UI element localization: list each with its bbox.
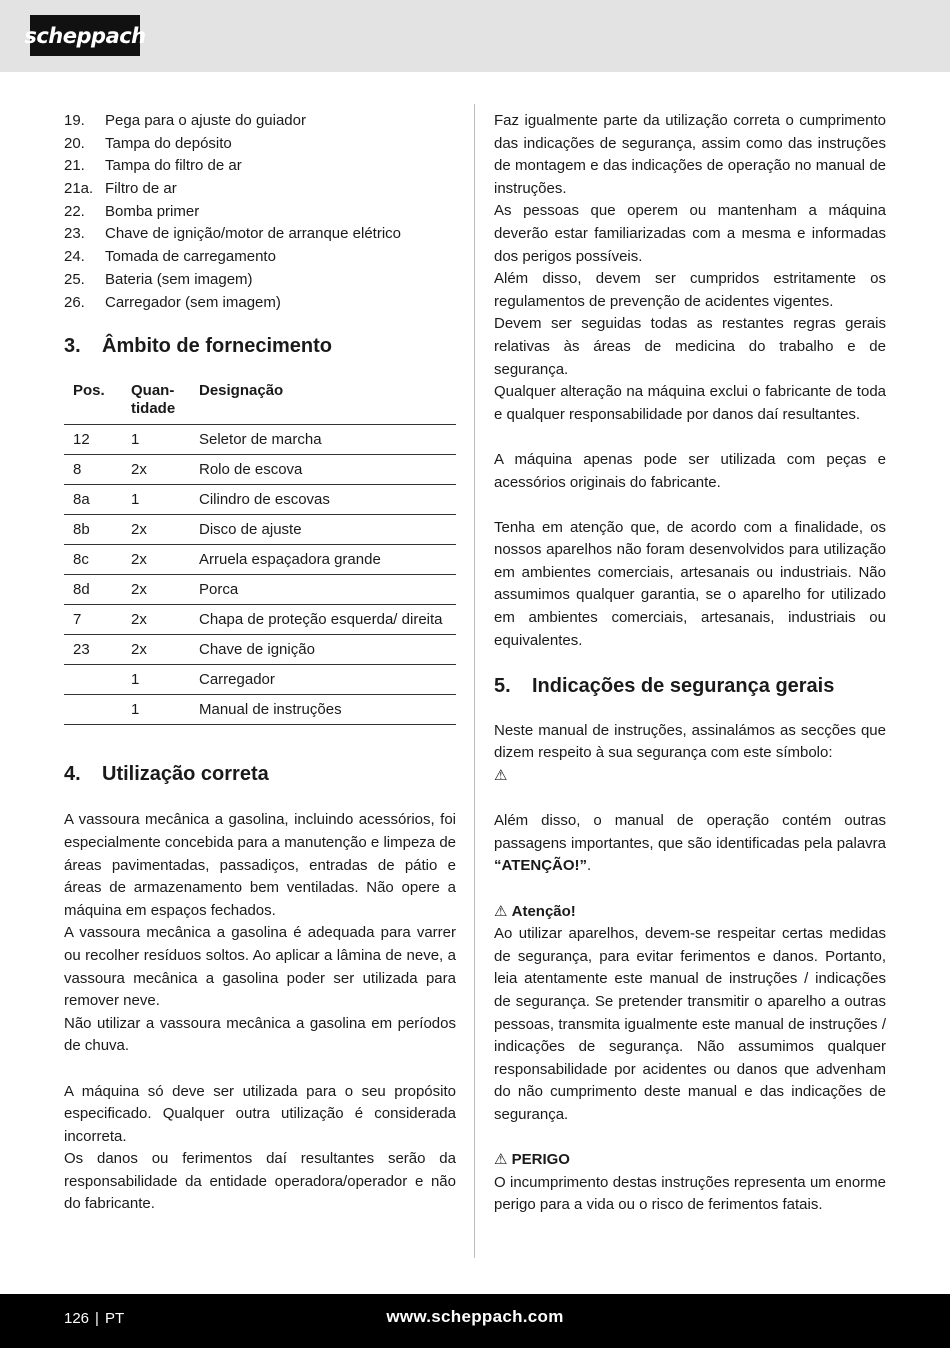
page-footer <box>0 1294 950 1348</box>
table-header-row <box>64 376 456 425</box>
list-item-text: Bateria (sem imagem) <box>105 270 253 288</box>
cell-designation: Rolo de escova <box>199 454 456 484</box>
cell-quantity: 2x <box>131 634 199 664</box>
cell-pos: 8 <box>64 454 131 484</box>
section-5-para-1: Neste manual de instruções, assinalámos as secções que dizem respeito à sua segurança com este símbolo: <box>494 721 886 762</box>
list-item-number: 25. <box>64 270 85 288</box>
cell-designation: Arruela espaçadora grande <box>199 544 456 574</box>
cell-pos: 23 <box>64 634 131 664</box>
right-para-3: Além disso, devem ser cumpridos estritamente os regulamentos de prevenção de acidentes vigentes. <box>494 270 886 310</box>
cell-pos <box>64 664 131 694</box>
list-item-number: 26. <box>64 293 85 311</box>
list-item <box>64 223 456 246</box>
list-item-number: 20. <box>64 134 85 152</box>
cell-designation: Disco de ajuste <box>199 514 456 544</box>
list-item-text: Pega para o ajuste do guiador <box>105 112 306 129</box>
section-5-heading: 5. Indicações de segurança gerais <box>494 675 835 698</box>
list-item <box>64 269 456 292</box>
table-row <box>64 514 456 544</box>
list-item-text: Tampa do filtro de ar <box>105 157 242 175</box>
left-column <box>64 110 456 1216</box>
cell-designation: Seletor de marcha <box>199 424 456 454</box>
list-item-number: 21. <box>64 157 85 175</box>
cell-designation: Porca <box>199 574 456 604</box>
list-item-text: Bomba primer <box>105 202 200 220</box>
list-item-text: Tomada de carregamento <box>105 248 276 266</box>
cell-quantity: 2x <box>131 574 199 604</box>
cell-designation: Chapa de proteção esquerda/ direita <box>199 604 456 634</box>
section-4-para-4: A máquina só deve ser utilizada para o seu propósito especificado. Qualquer outra utilização é considerada incorreta. <box>64 1082 456 1145</box>
list-item-text: Filtro de ar <box>105 180 177 198</box>
list-item <box>64 201 456 224</box>
cell-designation: Chave de ignição <box>199 634 456 664</box>
list-item-number: 23. <box>64 225 85 243</box>
parts-list <box>64 110 456 314</box>
header-quantity: Quan- tidade <box>131 381 176 417</box>
list-item-text: Carregador (sem imagem) <box>105 293 281 311</box>
list-item-number: 19. <box>64 112 85 129</box>
column-divider <box>474 104 475 1258</box>
list-item <box>64 155 456 178</box>
cell-designation: Manual de instruções <box>199 694 456 724</box>
cell-designation: Cilindro de escovas <box>199 484 456 514</box>
table-row <box>64 484 456 514</box>
cell-quantity: 2x <box>131 514 199 544</box>
table-row <box>64 544 456 574</box>
danger-label: ⚠ PERIGO <box>494 1149 886 1172</box>
cell-pos: 7 <box>64 604 131 634</box>
cell-quantity: 1 <box>131 424 199 454</box>
list-item-text: Tampa do depósito <box>105 134 232 152</box>
section-4-para-5: Os danos ou ferimentos daí resultantes serão da responsabilidade da entidade operadora/operador e não do fabricante. <box>64 1150 456 1213</box>
table-row <box>64 604 456 634</box>
danger-text: O incumprimento destas instruções representa um enorme perigo para a vida ou o risco de ferimentos fatais. <box>494 1173 886 1214</box>
warning-symbol-line <box>494 765 886 788</box>
warning-triangle-icon: ⚠ <box>494 1151 508 1169</box>
scheppach-logo: scheppach <box>30 15 140 56</box>
table-row <box>64 694 456 724</box>
attention-label: ⚠ Atenção! <box>494 901 886 924</box>
list-item-number: 24. <box>64 248 85 266</box>
table-row <box>64 424 456 454</box>
cell-quantity: 2x <box>131 454 199 484</box>
cell-designation: Carregador <box>199 664 456 694</box>
cell-pos: 8d <box>64 574 131 604</box>
page-number: 126 | PT <box>64 1310 125 1327</box>
right-para-7: Tenha em atenção que, de acordo com a finalidade, os nossos aparelhos não foram desenvolvidos para utilização em ambientes comerciais, artesanais ou industriais. Não assumimos qualquer garantia, se o aparelho for utilizado em ambientes comerciais, artesanais, industriais ou equivalentes. <box>494 518 886 649</box>
list-item-number: 21a. <box>64 180 94 198</box>
cell-pos: 8b <box>64 514 131 544</box>
cell-quantity: 1 <box>131 664 199 694</box>
cell-quantity: 2x <box>131 544 199 574</box>
right-para-4: Devem ser seguidas todas as restantes regras gerais relativas às áreas de medicina do trabalho e de segurança. <box>494 315 886 378</box>
cell-quantity: 1 <box>131 694 199 724</box>
section-5-para-2: Além disso, o manual de operação contém outras passagens importantes, que são identificadas pela palavra “ATENÇÃO!”. <box>494 812 886 875</box>
attention-keyword: “ATENÇÃO!” <box>494 857 588 875</box>
list-item <box>64 110 456 133</box>
section-4-para-1: A vassoura mecânica a gasolina, incluindo acessórios, foi especialmente concebida para a manutenção e limpeza de áreas pavimentadas, passadiços, entradas de pátio e áreas de armazenamento bem ventiladas. Não opere a máquina em espaços fechados. <box>64 811 456 919</box>
attention-text: Ao utilizar aparelhos, devem-se respeitar certas medidas de segurança, para evitar ferimentos e danos. Portanto, leia atentamente este manual de instruções / indicações de segurança. Se pretender transmitir o aparelho a outras pessoas, transmita igualmente este manual de instruções / indicações de segurança. Não assumimos qualquer responsabilidade por acidentes ou danos que advenham do não cumprimento deste manual e das indicações de segurança. <box>494 925 886 1123</box>
right-para-5: Qualquer alteração na máquina exclui o fabricante de toda e qualquer responsabilidade por danos daí resultantes. <box>494 383 886 423</box>
cell-pos: 8a <box>64 484 131 514</box>
warning-triangle-icon: ⚠ <box>494 902 508 920</box>
table-row <box>64 574 456 604</box>
right-para-2: As pessoas que operem ou mantenham a máquina deverão estar familiarizadas com a mesma e informadas dos perigos possíveis. <box>494 202 886 265</box>
section-4-heading: 4. Utilização correta <box>64 762 269 785</box>
warning-triangle-icon: ⚠ <box>494 767 508 785</box>
cell-quantity: 2x <box>131 604 199 634</box>
right-column <box>494 110 886 1217</box>
cell-pos: 12 <box>64 424 131 454</box>
table-row <box>64 634 456 664</box>
section-4-para-3: Não utilizar a vassoura mecânica a gasolina em períodos de chuva. <box>64 1014 456 1055</box>
website-link[interactable]: www.scheppach.com <box>386 1307 564 1326</box>
list-item-text: Chave de ignição/motor de arranque elétrico <box>105 225 402 243</box>
header-pos: Pos. <box>73 381 105 399</box>
cell-pos: 8c <box>64 544 131 574</box>
list-item <box>64 292 456 315</box>
header-designation: Designação <box>199 381 284 399</box>
cell-quantity: 1 <box>131 484 199 514</box>
list-item-number: 22. <box>64 202 85 220</box>
list-item <box>64 246 456 269</box>
list-item <box>64 178 456 201</box>
cell-pos <box>64 694 131 724</box>
right-para-1: Faz igualmente parte da utilização correta o cumprimento das indicações de segurança, assim como das instruções de montagem e das indicações de operação no manual de instruções. <box>494 112 886 197</box>
right-para-6: A máquina apenas pode ser utilizada com peças e acessórios originais do fabricante. <box>494 450 886 491</box>
table-row <box>64 664 456 694</box>
section-3-heading: 3. Âmbito de fornecimento <box>64 335 333 358</box>
section-4-para-2: A vassoura mecânica a gasolina é adequada para varrer ou recolher resíduos soltos. Ao aplicar a lâmina de neve, a vassoura mecânica a gasolina poder ser utilizada para remover neve. <box>64 924 456 1010</box>
table-row <box>64 454 456 484</box>
list-item <box>64 133 456 156</box>
scope-of-delivery-table <box>64 376 456 725</box>
page-header <box>0 0 950 72</box>
